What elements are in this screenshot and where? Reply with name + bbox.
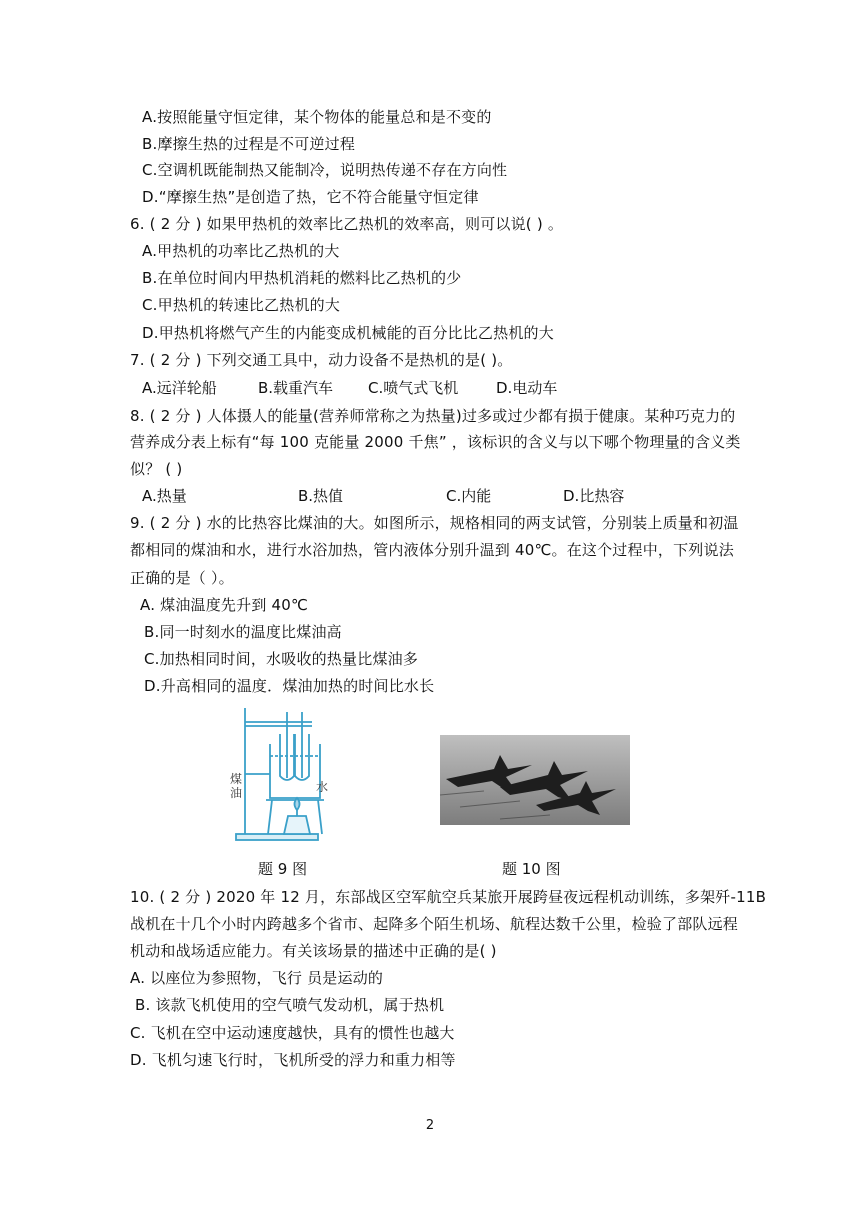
question-8-stem-line-2: 营养成分表上标有“每 100 克能量 2000 千焦” ，该标识的含义与以下哪个物理量的含义类 (130, 433, 741, 451)
q9-option-d: D.升高相同的温度．煤油加热的时间比水长 (144, 677, 435, 695)
question-9-stem-line-2: 都相同的煤油和水，进行水浴加热，管内液体分别升温到 40℃。在这个过程中，下列说法 (130, 541, 734, 559)
figure-10-fighter-jets (440, 735, 630, 825)
question-8-stem-line-1: 8. ( 2 分 ) 人体摄人的能量(营养师常称之为热量)过多或过少都有损于健康。某种巧克力的 (130, 407, 736, 425)
figure-10-caption: 题 10 图 (502, 860, 561, 878)
question-9-stem-line-3: 正确的是（ ）。 (130, 569, 234, 587)
q6-option-a: A.甲热机的功率比乙热机的大 (142, 242, 340, 260)
question-10-stem-line-1: 10. ( 2 分 ) 2020 年 12 月，东部战区空军航空兵某旅开展跨昼夜远程机动训练，多架歼-11B (130, 888, 767, 906)
q8-option-b: B.热值 (298, 487, 344, 505)
page-number: 2 (425, 1118, 435, 1133)
question-8-stem-line-3: 似？ ( ) (130, 460, 183, 478)
q7-option-d: D.电动车 (496, 379, 558, 397)
question-6-stem: 6. ( 2 分 ) 如果甲热机的效率比乙热机的效率高，则可以说( ) 。 (130, 215, 564, 233)
q6-option-b: B.在单位时间内甲热机消耗的燃料比乙热机的少 (142, 269, 462, 287)
option-a: A.按照能量守恒定律，某个物体的能量总和是不变的 (142, 108, 492, 126)
q7-option-a: A.远洋轮船 (142, 379, 217, 397)
q9-option-c: C.加热相同时间，水吸收的热量比煤油多 (144, 650, 419, 668)
question-9-stem-line-1: 9. ( 2 分 ) 水的比热容比煤油的大。如图所示，规格相同的两支试管，分别装上质量和初温 (130, 514, 739, 532)
question-10-stem-line-3: 机动和战场适应能力。有关该场景的描述中正确的是( ) (130, 942, 497, 960)
label-water: 水 (316, 780, 329, 794)
q9-option-a: A. 煤油温度先升到 40℃ (140, 596, 309, 614)
option-d: D.“摩擦生热”是创造了热，它不符合能量守恒定律 (142, 188, 479, 206)
water-bath-apparatus-diagram (232, 704, 332, 844)
q8-option-c: C.内能 (446, 487, 492, 505)
q6-option-d: D.甲热机将燃气产生的内能变成机械能的百分比比乙热机的大 (142, 324, 554, 342)
figure-9-caption: 题 9 图 (258, 860, 308, 878)
option-b: B.摩擦生热的过程是不可逆过程 (142, 135, 356, 153)
q8-option-a: A.热量 (142, 487, 187, 505)
label-kerosene: 煤油 (230, 772, 243, 800)
fighter-jets-image (440, 735, 630, 825)
q10-option-d: D. 飞机匀速飞行时，飞机所受的浮力和重力相等 (130, 1051, 456, 1069)
question-10-stem-line-2: 战机在十几个小时内跨越多个省市、起降多个陌生机场、航程达数千公里，检验了部队远程 (130, 915, 739, 933)
q10-option-a: A. 以座位为参照物，飞行 员是运动的 (130, 969, 384, 987)
option-c: C.空调机既能制热又能制冷，说明热传递不存在方向性 (142, 161, 508, 179)
q6-option-c: C.甲热机的转速比乙热机的大 (142, 296, 341, 314)
q8-option-d: D.比热容 (563, 487, 625, 505)
figure-9-apparatus (232, 704, 332, 844)
q10-option-b: B. 该款飞机使用的空气喷气发动机，属于热机 (130, 996, 445, 1014)
q9-option-b: B.同一时刻水的温度比煤油高 (144, 623, 342, 641)
q10-option-c: C. 飞机在空中运动速度越快，具有的惯性也越大 (130, 1024, 455, 1042)
q7-option-b: B.载重汽车 (258, 379, 334, 397)
question-7-stem: 7. ( 2 分 ) 下列交通工具中，动力设备不是热机的是( )。 (130, 351, 513, 369)
q7-option-c: C.喷气式飞机 (368, 379, 459, 397)
